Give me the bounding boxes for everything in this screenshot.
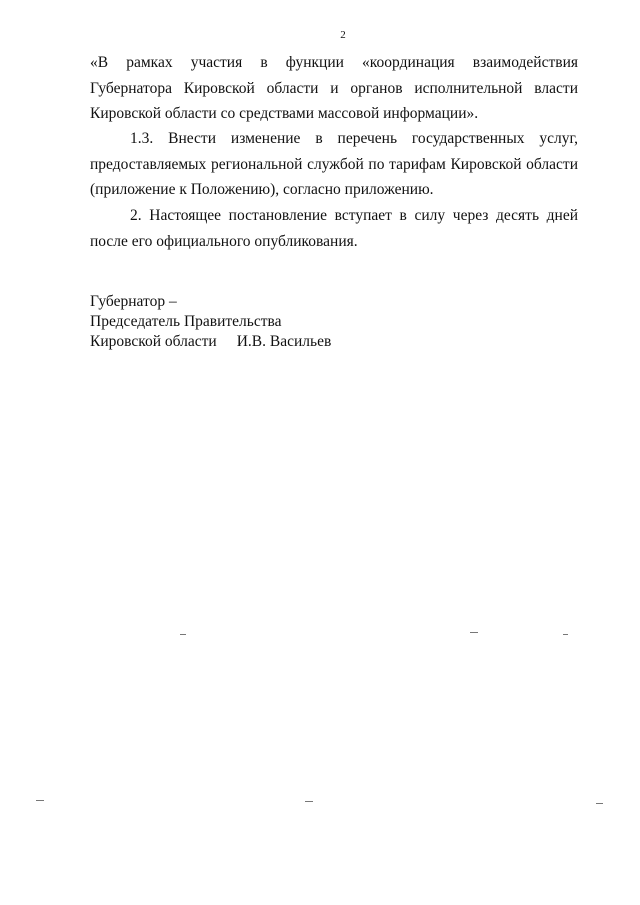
scan-speck [305, 801, 313, 802]
scan-speck [470, 632, 478, 633]
paragraph-item-2 [90, 203, 578, 254]
paragraph-continuation [90, 50, 578, 127]
signature-name: И.В. Васильев [236, 333, 332, 350]
scan-speck [596, 803, 603, 804]
signature-title-line-2: Председатель Правительства [90, 313, 282, 330]
signature-title-line-1: Губернатор – [90, 293, 177, 310]
signature-region: Кировской области [90, 333, 217, 350]
signature-title-line-3 [90, 332, 331, 352]
paragraph-item-2-text: 2. Настоящее постановление вступает в силу через десять дней после его официального опубликования. [90, 207, 578, 250]
page-number: 2 [340, 29, 346, 41]
paragraph-item-1-3 [90, 126, 578, 203]
signature-block [90, 292, 331, 352]
scan-speck [180, 634, 186, 635]
paragraph-item-1-3-text: 1.3. Внести изменение в перечень государственных услуг, предоставляемых региональной службой по тарифам Кировской области (приложение к Положению), согласно приложению. [90, 130, 578, 198]
paragraph-continuation-text: «В рамках участия в функции «координация взаимодействия Губернатора Кировской области и органов исполнительной власти Кировской области со средствами массовой информации». [90, 54, 578, 122]
scan-speck [563, 634, 568, 635]
scan-speck [36, 800, 44, 801]
